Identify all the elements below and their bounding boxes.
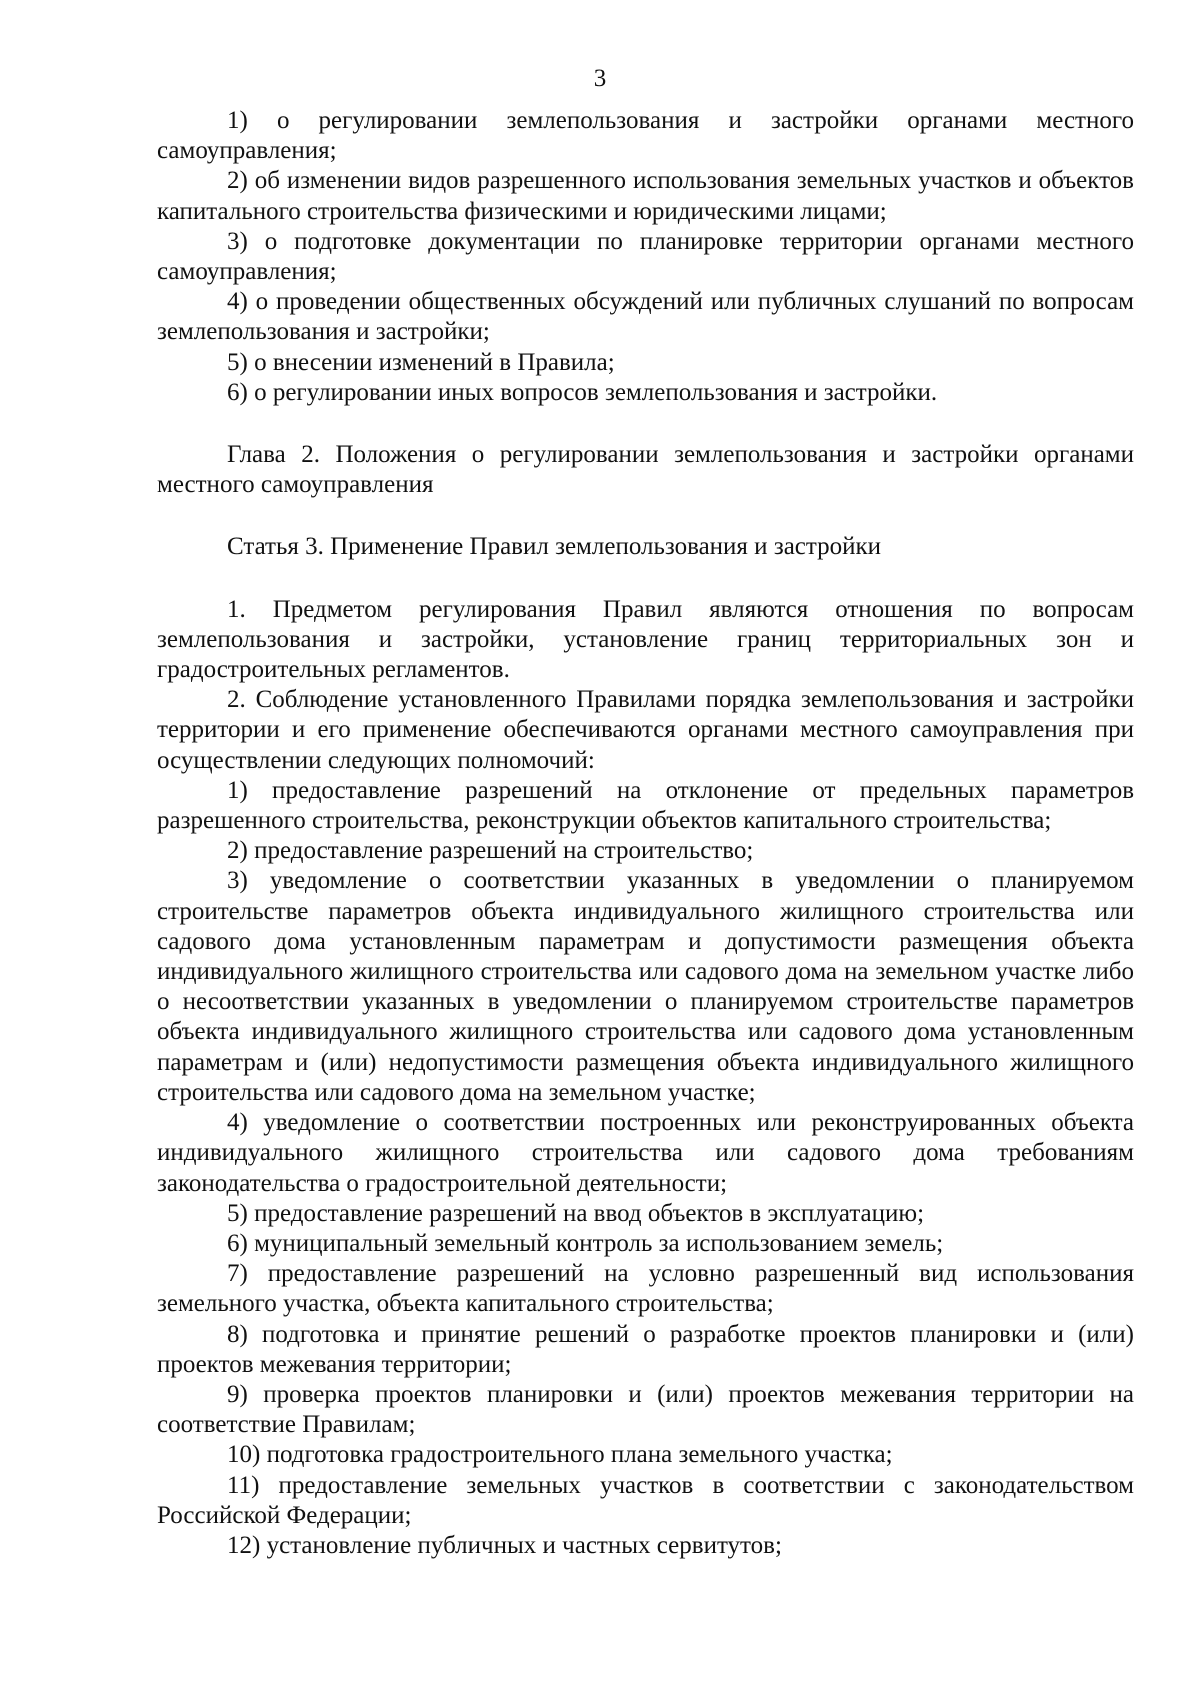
list-item: 2) предоставление разрешений на строительство; bbox=[227, 837, 754, 865]
document-body bbox=[157, 106, 1134, 1561]
article-paragraph: 1. Предметом регулирования Правил являются отношения по вопросам землепользования и застройки, установление границ территориальных зон и градостроительных регламентов. bbox=[157, 595, 1134, 684]
spacer bbox=[157, 500, 1134, 532]
list-item: 3) о подготовке документации по планировке территории органами местного самоуправления; bbox=[157, 227, 1134, 286]
list-item: 7) предоставление разрешений на условно разрешенный вид использования земельного участка, объекта капитального строительства; bbox=[157, 1260, 1134, 1318]
list-item: 11) предоставление земельных участков в соответствии с законодательством Российской Федерации; bbox=[157, 1471, 1134, 1529]
list-item: 1) о регулировании землепользования и застройки органами местного самоуправления; bbox=[157, 107, 1134, 165]
article-paragraph: 2. Соблюдение установленного Правилами порядка землепользования и застройки территории и его применение обеспечиваются органами местного самоуправления при осуществлении следующих полномочий: bbox=[157, 686, 1134, 774]
page-number: 3 bbox=[593, 65, 607, 92]
list-item: 5) предоставление разрешений на ввод объектов в эксплуатацию; bbox=[227, 1199, 925, 1227]
list-item: 6) о регулировании иных вопросов землепользования и застройки. bbox=[227, 378, 938, 406]
article-heading: Статья 3. Применение Правил землепользования и застройки bbox=[227, 533, 882, 561]
list-item: 9) проверка проектов планировки и (или) проектов межевания территории на соответствие Правилам; bbox=[157, 1380, 1134, 1439]
list-item: 4) уведомление о соответствии построенных или реконструированных объекта индивидуального жилищного строительства или садового дома требованиям законодательства о градостроительной деятельности; bbox=[157, 1109, 1134, 1197]
spacer bbox=[157, 408, 1134, 440]
list-item: 10) подготовка градостроительного плана земельного участка; bbox=[227, 1441, 893, 1469]
spacer bbox=[157, 563, 1134, 595]
chapter-heading: Глава 2. Положения о регулировании землепользования и застройки органами местного самоуправления bbox=[157, 441, 1134, 499]
list-item: 1) предоставление разрешений на отклонение от предельных параметров разрешенного строительства, реконструкции объектов капитального строительства; bbox=[157, 776, 1134, 835]
list-item: 6) муниципальный земельный контроль за использованием земель; bbox=[227, 1229, 944, 1257]
list-item: 8) подготовка и принятие решений о разработке проектов планировки и (или) проектов межевания территории; bbox=[157, 1320, 1134, 1378]
list-item: 2) об изменении видов разрешенного использования земельных участков и объектов капитального строительства физическими и юридическими лицами; bbox=[157, 167, 1134, 225]
list-item: 12) установление публичных и частных сервитутов; bbox=[227, 1531, 782, 1559]
list-item: 5) о внесении изменений в Правила; bbox=[227, 348, 615, 376]
list-item: 3) уведомление о соответствии указанных в уведомлении о планируемом строительстве параметров объекта индивидуального жилищного строительства или садового дома установленным параметрам и допустимости размещения объекта индивидуального жилищного строительства или садового дома на земельном участке либо о несоответствии указанных в уведомлении о планируемом строительстве параметров объекта индивидуального жилищного строительства или садового дома установленным параметрам и (или) недопустимости размещения объекта индивидуального жилищного строительства или садового дома на земельном участке; bbox=[157, 867, 1134, 1106]
list-item: 4) о проведении общественных обсуждений или публичных слушаний по вопросам землепользования и застройки; bbox=[157, 288, 1134, 346]
